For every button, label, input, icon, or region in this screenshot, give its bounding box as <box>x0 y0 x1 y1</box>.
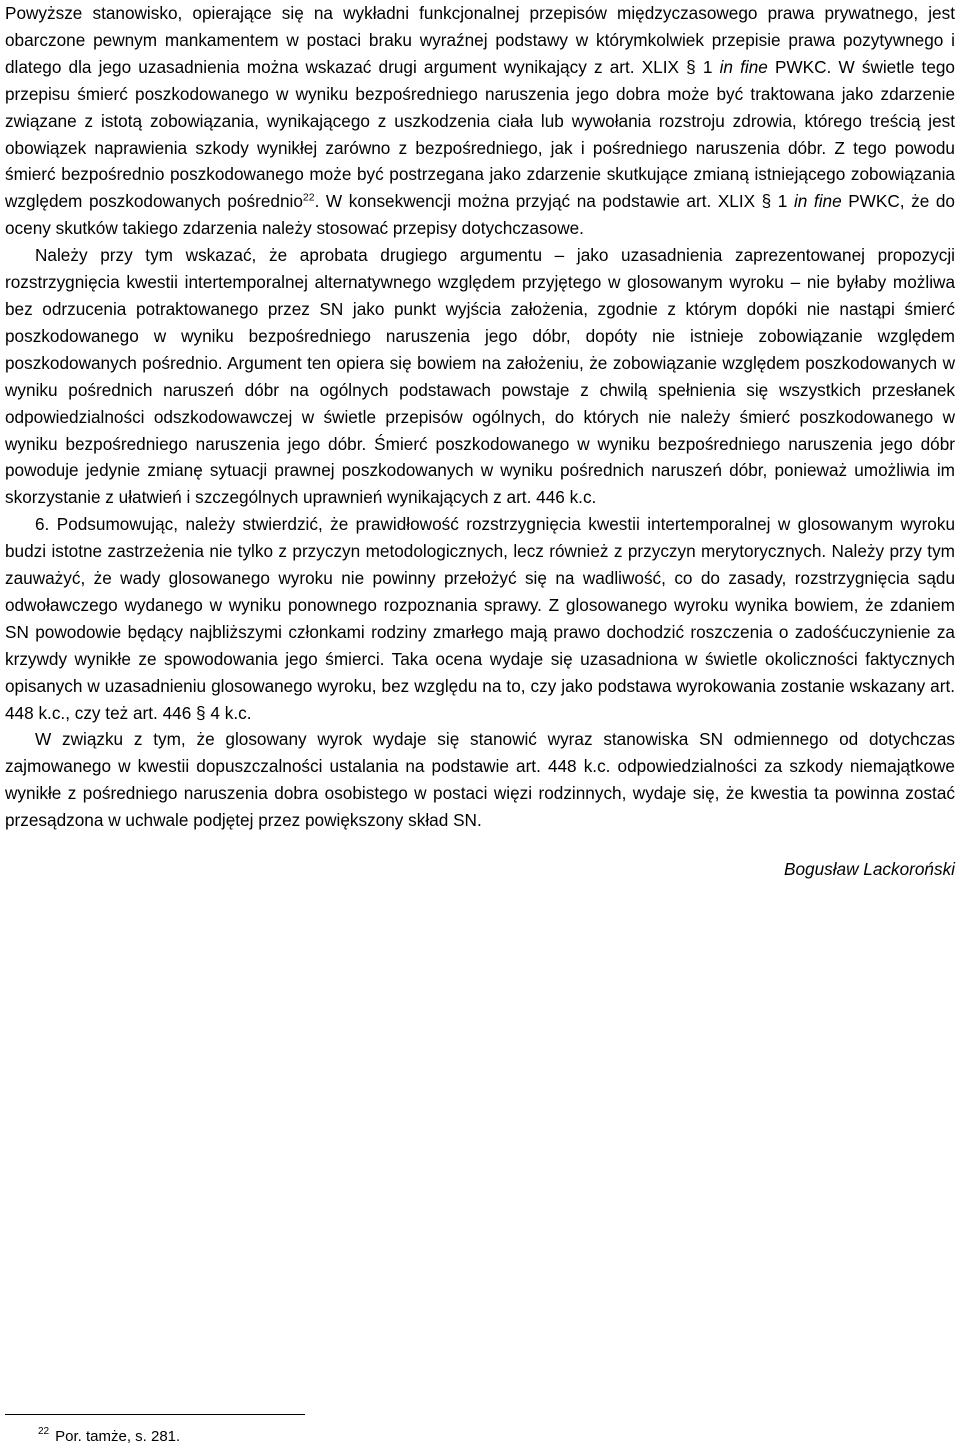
footnote <box>38 1422 180 1447</box>
footnote-reference[interactable]: 22 <box>302 191 315 204</box>
paragraph-1-text-f: PWKC, że do oceny skutków takiego zdarzenia należy stosować przepisy dotychczasowe. <box>5 191 955 239</box>
paragraph-3: 6. Podsumowując, należy stwierdzić, że prawidłowość rozstrzygnięcia kwestii intertemporalnej w glosowanym wyroku budzi istotne zastrzeżenia nie tylko z przyczyn metodologicznych, lecz również z przyczyn merytorycznych. Należy przy tym zauważyć, że wady glosowanego wyroku nie powinny przełożyć się na wadliwość, co do zasady, rozstrzygnięcia sądu odwoławczego wydanego w wyniku ponownego rozpoznania sprawy. Z glosowanego wyroku wynika bowiem, że zdaniem SN powodowie będący najbliższymi członkami rodziny zmarłego mają prawo dochodzić roszczenia o zadośćuczynienie za krzywdy wynikłe ze spowodowania jego śmierci. Taka ocena wydaje się uzasadniona w świetle okoliczności faktycznych opisanych w uzasadnieniu glosowanego wyroku, bez względu na to, czy jako podstawa wyrokowania zostanie wskazany art. 448 k.c., czy też art. 446 § 4 k.c. <box>5 514 955 723</box>
paragraph-2: Należy przy tym wskazać, że aprobata drugiego argumentu – jako uzasadnienia zaprezentowanej propozycji rozstrzygnięcia kwestii intertemporalnej alternatywnego względem przyjętego w glosowanym wyroku – nie byłaby możliwa bez odrzucenia potraktowanego przez SN jako punkt wyjścia założenia, zgodnie z którym dopóki nie nastąpi śmierć poszkodowanego w wyniku bezpośredniego naruszenia jego dóbr, dopóty nie istnieje zobowiązanie względem poszkodowanych pośrednio. Argument ten opiera się bowiem na założeniu, że zobowiązanie względem poszkodowanych w wyniku pośrednich naruszeń dóbr na ogólnych podstawach powstaje z chwilą spełnienia się wszystkich przesłanek odpowiedzialności odszkodowawczej w świetle przepisów ogólnych, do których nie należy śmierć poszkodowanego w wyniku bezpośredniego naruszenia jego dóbr. Śmierć poszkodowanego w wyniku bezpośredniego naruszenia jego dóbr powoduje jedynie zmianę sytuacji prawnej poszkodowanych w wyniku pośrednich naruszeń dóbr, ponieważ umożliwia im skorzystanie z ułatwień i szczególnych uprawnień wynikających z art. 446 k.c. <box>5 245 955 508</box>
paragraph-1-text-c: PWKC. W świetle tego przepisu śmierć poszkodowanego w wyniku bezpośredniego naruszenia jego dobra może być traktowana jako zdarzenie związane z istotą zobowiązania, wynikającego z uszkodzenia ciała lub wywołania rozstroju zdrowia, którego treścią jest obowiązek naprawienia szkody wynikłej zarówno z bezpośredniego, jak i pośredniego naruszenia dóbr. Z tego powodu śmierć bezpośrednio poszkodowanego może być postrzegana jako zdarzenie skutkujące zmianą istniejącego zobowiązania względem poszkodowanych pośrednio <box>5 56 955 212</box>
paragraph-1-text-d: . W konsekwencji można przyjąć na podstawie art. XLIX § 1 <box>314 191 794 212</box>
paragraph-4: W związku z tym, że glosowany wyrok wydaje się stanowić wyraz stanowiska SN odmiennego od dotychczas zajmowanego w kwestii dopuszczalności ustalania na podstawie art. 448 k.c. odpowiedzialności za szkody niemajątkowe wynikłe z pośredniego naruszenia dobra osobistego w postaci więzi rodzinnych, wydaje się, że kwestia ta powinna zostać przesądzona w uchwale podjętej przez powiększony skład SN. <box>5 729 955 831</box>
footnote-text: Por. tamże, s. 281. <box>55 1428 181 1445</box>
footnote-separator <box>5 1414 305 1415</box>
paragraph-1 <box>5 0 955 242</box>
paragraph-1-italic-a: in fine <box>719 56 768 77</box>
document-body <box>5 0 955 883</box>
paragraph-1-italic-b: in fine <box>793 191 842 212</box>
author-signature: Bogusław Lackoroński <box>783 859 955 880</box>
paragraph-1-text-a: Powyższe stanowisko, opierające się na wykładni funkcjonalnej przepisów międzyczasowego prawa prywatnego, jest obarczone pewnym mankamentem w postaci braku wyraźnej podstawy w którymkolwiek przepisie prawa pozytywnego i dlatego dla jego uzasadnienia można wskazać drugi argument wynikający z art. XLIX § 1 <box>5 3 955 77</box>
footnote-number: 22 <box>38 1426 50 1437</box>
